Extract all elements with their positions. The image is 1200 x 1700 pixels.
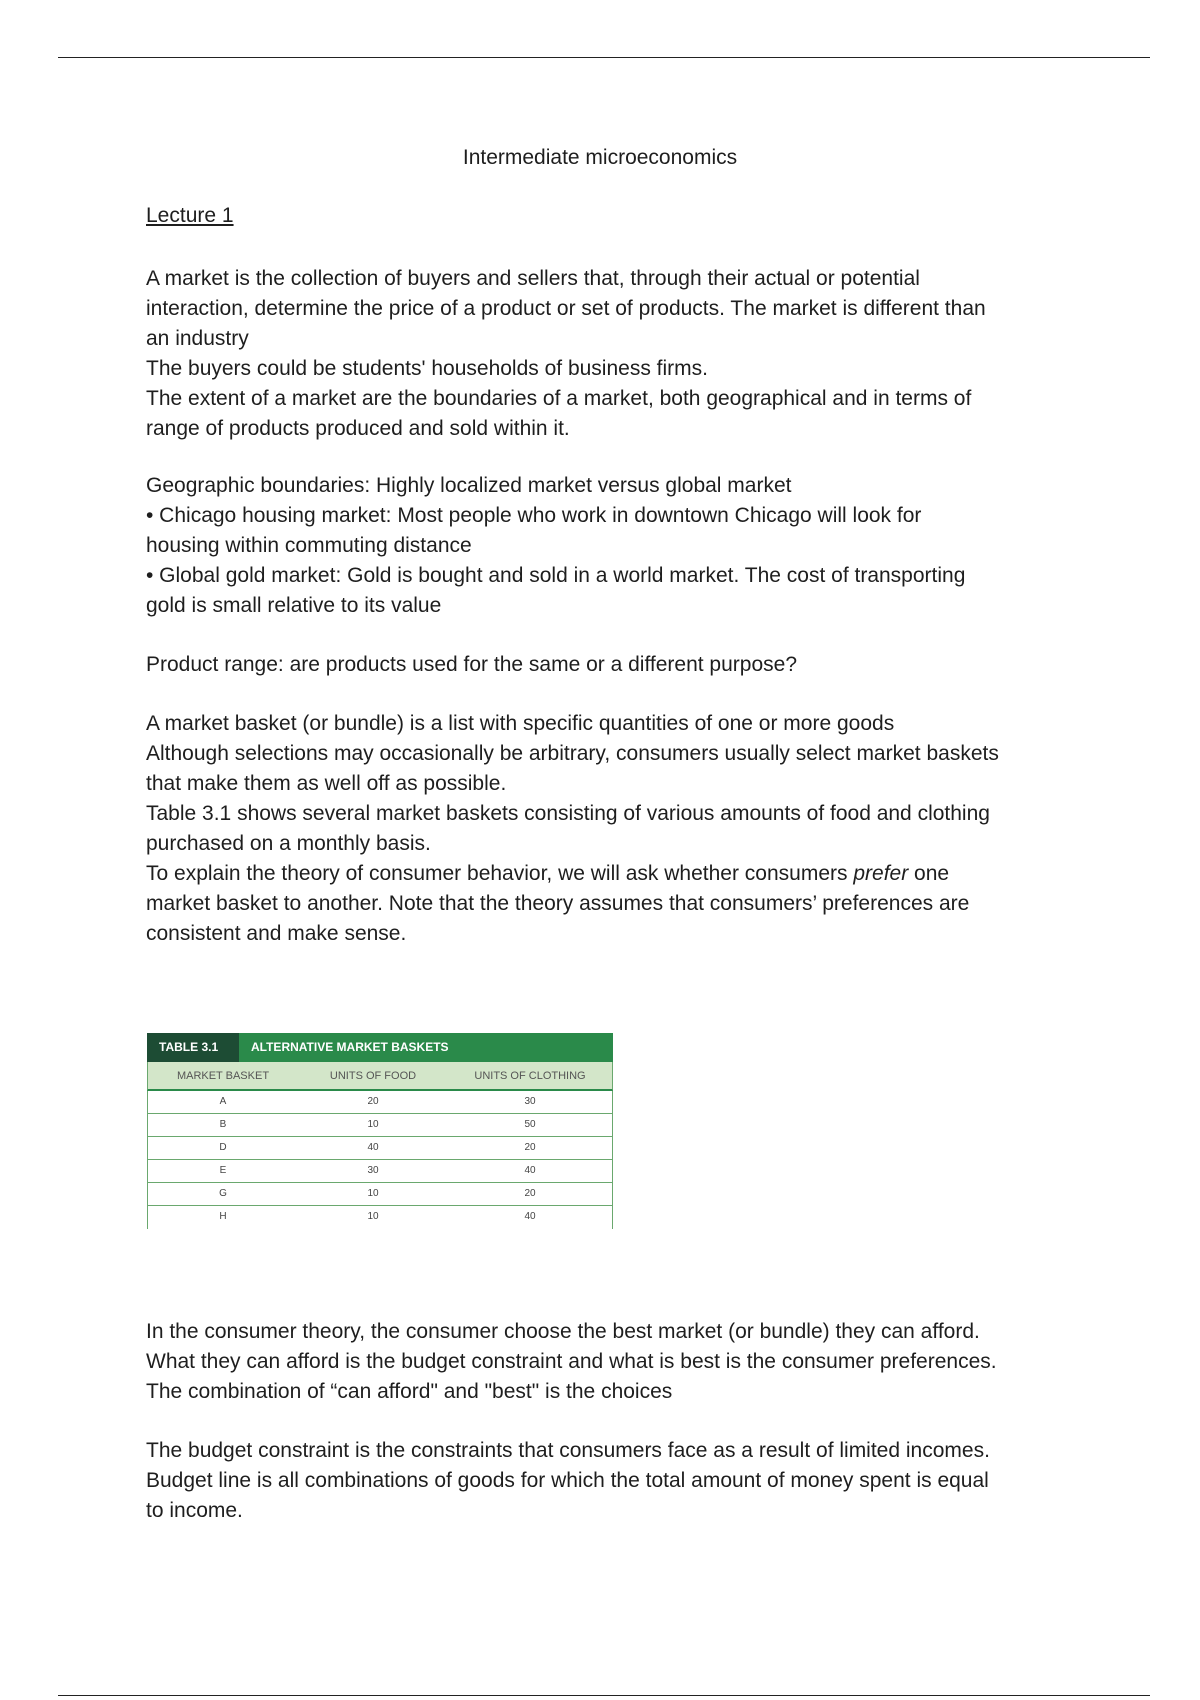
text-line: that make them as well off as possible. [146,772,507,795]
table-cell: B [219,1119,227,1130]
text-line: Although selections may occasionally be arbitrary, consumers usually select market baskets [146,742,999,765]
paragraph-consumer-theory [146,1317,1076,1407]
emphasis-prefer: prefer [853,862,909,885]
document-title: Intermediate microeconomics [462,146,738,169]
text-line: range of products produced and sold within it. [146,417,570,440]
text-line: The extent of a market are the boundaries of a market, both geographical and in terms of [146,387,972,410]
text-line: market basket to another. Note that the theory assumes that consumers’ preferences are [146,892,970,915]
text-run: To explain the theory of consumer behavior, we will ask whether consumers [146,862,854,885]
table-cell: 10 [367,1188,379,1199]
table-cell: 20 [367,1096,379,1107]
table-cell: H [219,1211,227,1222]
top-rule [58,57,1150,58]
table-cell: 10 [367,1119,379,1130]
table-cell: 20 [524,1188,536,1199]
text-line: Table 3.1 shows several market baskets consisting of various amounts of food and clothing [146,802,990,825]
table-cell: D [219,1142,227,1153]
table-row [147,1091,613,1114]
paragraph-market-basket [146,709,1076,949]
table-row [147,1160,613,1183]
table-header-bar [147,1033,613,1062]
table-row [147,1114,613,1137]
text-line: What they can afford is the budget constraint and what is best is the consumer preferences. [146,1350,997,1373]
table-cell: 10 [367,1211,379,1222]
text-line: an industry [146,327,249,350]
table-cell: 30 [367,1165,379,1176]
text-line: The budget constraint is the constraints that consumers face as a result of limited incomes. [146,1439,990,1462]
text-line: A market basket (or bundle) is a list with specific quantities of one or more goods [146,712,895,735]
text-line: In the consumer theory, the consumer choose the best market (or bundle) they can afford. [146,1320,980,1343]
text-line: interaction, determine the price of a product or set of products. The market is different than [146,297,986,320]
lecture-heading: Lecture 1 [146,204,234,227]
table-cell: E [219,1165,227,1176]
paragraph-market-definition [146,264,1076,444]
paragraph-product-range [146,650,1076,680]
column-header: MARKET BASKET [176,1070,270,1082]
text-line: The buyers could be students' households of business firms. [146,357,708,380]
table-number: TABLE 3.1 [147,1033,239,1062]
market-baskets-table [147,1033,613,1229]
paragraph-geographic-boundaries [146,471,1076,621]
table-row [147,1206,613,1229]
table-cell: A [219,1096,227,1107]
text-line: housing within commuting distance [146,534,472,557]
column-header: UNITS OF CLOTHING [474,1070,586,1082]
table-row [147,1183,613,1206]
paragraph-budget-constraint [146,1436,1076,1526]
table-cell: 30 [524,1096,536,1107]
table-cell: 40 [524,1211,536,1222]
table-cell: 40 [367,1142,379,1153]
text-line: consistent and make sense. [146,922,407,945]
column-header: UNITS OF FOOD [329,1070,417,1082]
text-line: gold is small relative to its value [146,594,442,617]
table-cell: 50 [524,1119,536,1130]
text-line: A market is the collection of buyers and sellers that, through their actual or potential [146,267,920,290]
text-line: Geographic boundaries: Highly localized market versus global market [146,474,792,497]
table-title: ALTERNATIVE MARKET BASKETS [239,1033,613,1062]
bullet-line: • Global gold market: Gold is bought and sold in a world market. The cost of transporting [146,564,966,587]
text-line: to income. [146,1499,243,1522]
text-run: one [908,862,950,885]
text-line: Budget line is all combinations of goods for which the total amount of money spent is equal [146,1469,989,1492]
text-line: purchased on a monthly basis. [146,832,431,855]
table-cell: 40 [524,1165,536,1176]
table-cell: G [219,1188,227,1199]
table-cell: 20 [524,1142,536,1153]
table-column-headers [147,1062,613,1091]
text-line: The combination of “can afford" and "best" is the choices [146,1380,673,1403]
table-row [147,1137,613,1160]
bullet-line: • Chicago housing market: Most people who work in downtown Chicago will look for [146,504,922,527]
bottom-rule [58,1695,1150,1696]
text-line [146,859,1076,889]
text-line: Product range: are products used for the same or a different purpose? [146,653,797,676]
